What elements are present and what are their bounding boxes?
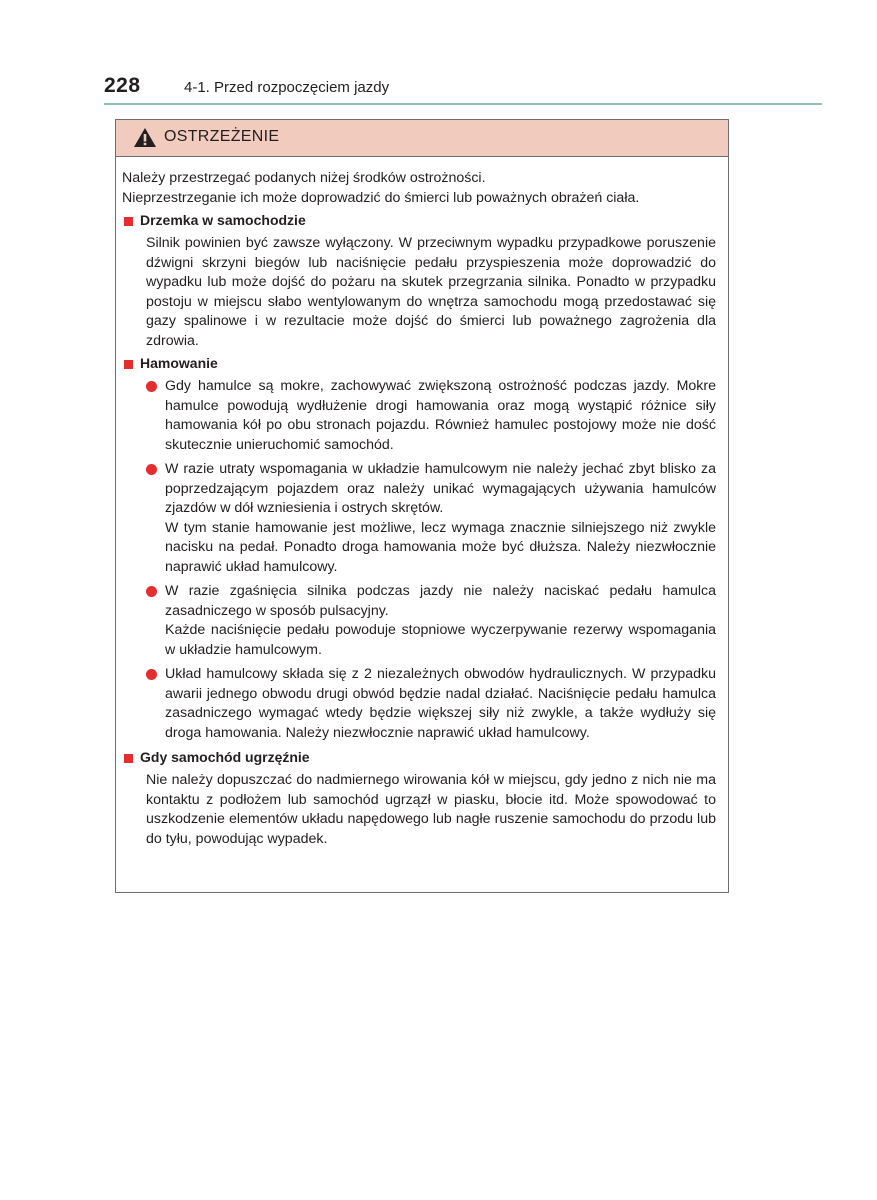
intro-line: Należy przestrzegać podanych niżej środków ostrożności. [122, 170, 486, 186]
bullet-text: Każde naciśnięcie pedału powoduje stopniowe wyczerpywanie rezerwy wspomagania w układzie hamulcowym. [165, 622, 716, 658]
list-item [122, 665, 716, 743]
section-heading [122, 211, 716, 231]
intro-line: Nieprzestrzeganie ich może doprowadzić do śmierci lub poważnych obrażeń ciała. [122, 189, 640, 206]
list-item [122, 460, 716, 577]
section-heading [122, 748, 716, 768]
red-bullet-icon [146, 586, 157, 597]
red-square-icon [124, 217, 133, 226]
warning-header [116, 120, 728, 157]
red-bullet-icon [146, 464, 157, 475]
section-title-stuck: Gdy samochód ugrzęźnie [140, 749, 310, 766]
bullet-text: Układ hamulcowy składa się z 2 niezależnych obwodów hydraulicznych. W przypadku awarii jednego obwodu drugi obwód będzie nadal działać. Naciśnięcie pedału hamulca zasadniczego wymagać wtedy będzie większej siły niż zwykle, a także wydłuży się droga hamowania. Należy niezwłocznie naprawić układ hamulcowy. [165, 666, 716, 741]
warning-intro [122, 169, 716, 208]
section-napping [122, 211, 716, 351]
section-text: Silnik powinien być zawsze wyłączony. W przeciwnym wypadku przypadkowe poruszenie dźwigni skrzyni biegów lub naciśnięcie pedału przyspieszenia może doprowadzić do wypadku lub może dojść do pożaru na skutek przegrzania silnika. Ponadto w przypadku postoju w miejscu słabo wentylowanym do wnętrza samochodu mogą przedostawać się gazy spalinowe i w rezultacie może dojść do śmierci lub poważnego zagrożenia dla zdrowia. [146, 235, 716, 349]
red-square-icon [124, 360, 133, 369]
section-title: 4-1. Przed rozpoczęciem jazdy [184, 79, 390, 96]
red-square-icon [124, 754, 133, 763]
red-bullet-icon [146, 381, 157, 392]
section-heading [122, 354, 716, 374]
bullet-text: W tym stanie hamowanie jest możliwe, lecz wymaga znacznie silniejszego niż zwykle nacisku na pedał. Ponadto droga hamowania może być dłuższa. Należy niezwłocznie naprawić układ hamulcowy. [165, 519, 716, 575]
page-header [104, 74, 822, 104]
warning-triangle-icon [133, 127, 157, 148]
bullet-text: W razie zgaśnięcia silnika podczas jazdy nie należy naciskać pedału hamulca zasadniczego w sposób pulsacyjny. [165, 583, 716, 619]
warning-box [115, 119, 729, 893]
section-stuck-vehicle [122, 748, 716, 849]
bullet-text: Gdy hamulce są mokre, zachowywać zwiększoną ostrożność podczas jazdy. Mokre hamulce powodują wydłużenie drogi hamowania oraz mogą wystąpić różnice siły hamowania kół po obu stronach pojazdu. Również hamulec postojowy może nie dość skutecznie unieruchomić samochód. [165, 378, 716, 453]
red-bullet-icon [146, 669, 157, 680]
warning-body [116, 157, 728, 849]
page-number: 228 [104, 74, 141, 97]
section-title-napping: Drzemka w samochodzie [140, 212, 306, 229]
section-braking [122, 354, 716, 743]
list-item [122, 582, 716, 660]
warning-title: OSTRZEŻENIE [164, 128, 280, 145]
header-rule [104, 103, 822, 105]
section-text: Nie należy dopuszczać do nadmiernego wirowania kół w miejscu, gdy jedno z nich nie ma kontaktu z podłożem lub samochód ugrzązł w piasku, błocie itd. Może spowodować to uszkodzenie elementów układu napędowego lub nagłe ruszenie samochodu do przodu lub do tyłu, powodując wypadek. [146, 772, 716, 847]
list-item [122, 377, 716, 455]
braking-bullet-list [122, 377, 716, 743]
section-title-braking: Hamowanie [140, 355, 218, 372]
bullet-text: W razie utraty wspomagania w układzie hamulcowym nie należy jechać zbyt blisko za poprzedzającym pojazdem oraz należy unikać wymagających używania hamulców zjazdów w dół wzniesienia i ostrych skrętów. [165, 461, 716, 516]
